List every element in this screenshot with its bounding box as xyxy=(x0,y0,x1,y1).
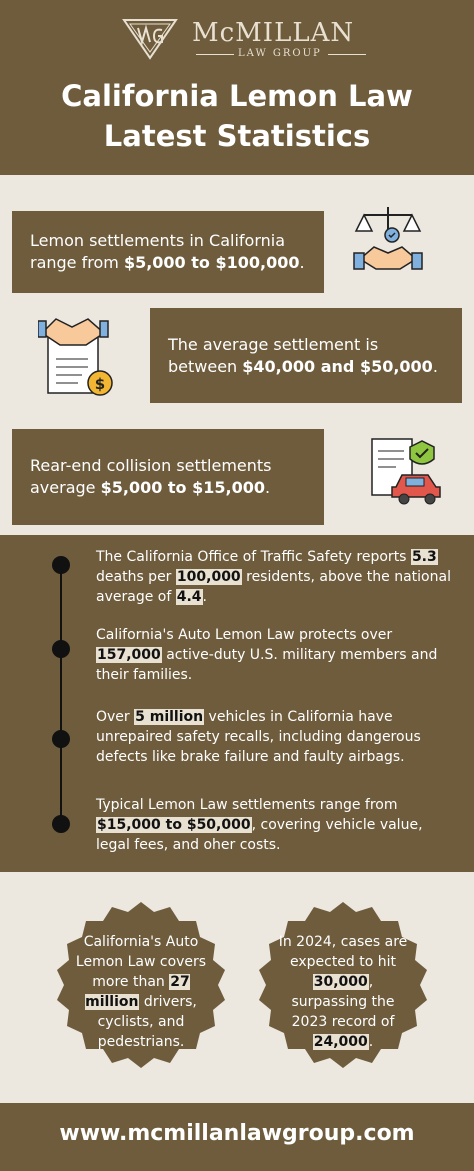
stat-card xyxy=(12,211,324,293)
scales-handshake-icon xyxy=(352,203,424,281)
svg-text:$: $ xyxy=(94,375,106,393)
handshake-document-dollar-icon xyxy=(38,313,118,397)
stat-text: Lemon settlements in California range from $5,000 to $100,000. xyxy=(30,231,305,272)
settlement-cards-section xyxy=(0,175,474,535)
footer xyxy=(0,1103,474,1171)
stat-value: $5,000 to $15,000 xyxy=(100,478,265,497)
car-accident-report-icon xyxy=(366,435,446,511)
timeline-dot xyxy=(52,640,70,658)
stat-card xyxy=(12,429,324,525)
timeline-dot xyxy=(52,730,70,748)
stat-text: The average settlement is between $40,000 and $50,000. xyxy=(168,334,438,376)
timeline-dot xyxy=(52,556,70,574)
highlight-value: 4.4 xyxy=(176,589,202,605)
highlight-value: 5 million xyxy=(135,709,204,725)
title-line: California Lemon Law xyxy=(61,79,413,113)
highlight-value: 24,000 xyxy=(313,1034,368,1050)
timeline-dot xyxy=(52,815,70,833)
highlight-value: 27 million xyxy=(85,974,190,1010)
stat-value: $5,000 to $100,000 xyxy=(123,253,300,272)
brand-subtitle: LAW GROUP xyxy=(238,48,322,59)
page-title xyxy=(0,76,474,156)
stat-value: $40,000 and $50,000 xyxy=(242,356,433,376)
badge-text: In 2024, cases are expected to hit 30,000, surpassing the 2023 record of 24,000. xyxy=(278,934,408,1050)
logo xyxy=(120,16,370,62)
timeline-line xyxy=(60,565,62,825)
statistics-timeline xyxy=(0,535,474,872)
timeline-item: California's Auto Lemon Law protects over 157,000 active-duty U.S. military members and their families. xyxy=(96,627,438,683)
divider xyxy=(328,54,366,55)
badges-section xyxy=(0,872,474,1103)
highlight-value: 157,000 xyxy=(97,647,161,663)
website-link[interactable]: www.mcmillanlawgroup.com xyxy=(59,1121,415,1146)
divider xyxy=(196,54,234,55)
title-line: Latest Statistics xyxy=(103,119,371,153)
header xyxy=(0,0,474,175)
stat-badge xyxy=(48,892,234,1078)
mg-monogram-icon xyxy=(120,16,180,60)
stat-text: Rear-end collision settlements average $5,000 to $15,000. xyxy=(30,456,272,497)
brand-name: McMILLAN xyxy=(192,18,355,48)
highlight-value: 30,000 xyxy=(313,974,368,990)
timeline-item: The California Office of Traffic Safety reports 5.3 deaths per 100,000 residents, above the national average of 4.4. xyxy=(96,549,451,605)
highlight-value: 100,000 xyxy=(176,569,241,585)
stat-badge xyxy=(250,892,436,1078)
timeline-item: Typical Lemon Law settlements range from $15,000 to $50,000, covering vehicle value, legal fees, and oher costs. xyxy=(96,797,423,853)
highlight-value: 5.3 xyxy=(411,549,437,565)
highlight-value: $15,000 to $50,000 xyxy=(97,817,251,833)
timeline-item: Over 5 million vehicles in California have unrepaired safety recalls, including dangerous defects like brake failure and faulty airbags. xyxy=(96,709,421,765)
stat-card xyxy=(150,308,462,403)
badge-text: California's Auto Lemon Law covers more than 27 million drivers, cyclists, and pedestrians. xyxy=(75,934,207,1050)
